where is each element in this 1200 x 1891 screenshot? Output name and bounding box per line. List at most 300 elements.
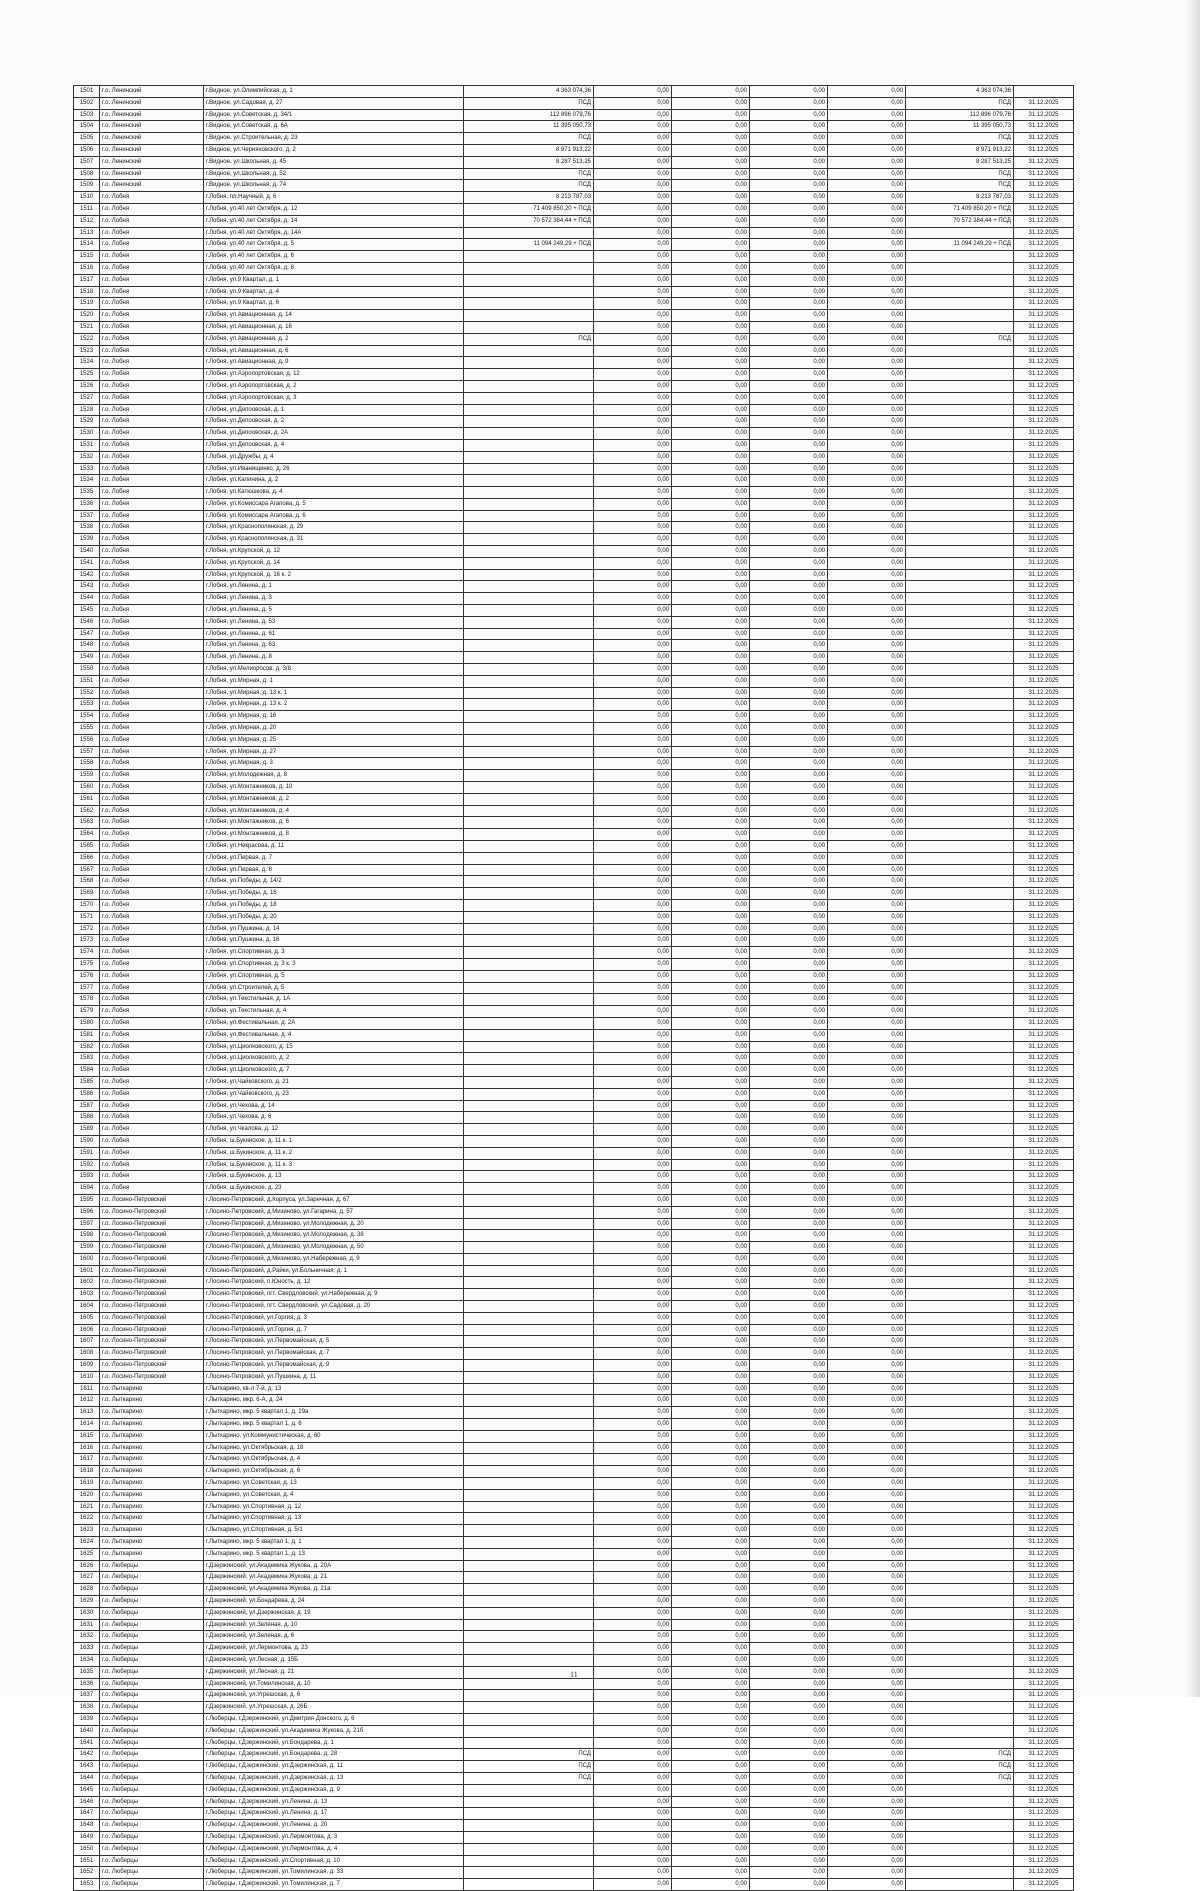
total-cell <box>906 1312 1014 1324</box>
municipality-cell: г.о. Лобня <box>100 723 204 735</box>
municipality-cell: г.о. Лосино-Петровский <box>100 1289 204 1301</box>
page-number: 11 <box>570 1670 578 1679</box>
deadline-cell: 31.12.2025 <box>1014 1607 1074 1619</box>
amount-cell-2: 0,00 <box>594 1489 672 1501</box>
amount-cell-4: 0,00 <box>750 463 828 475</box>
row-number-cell: 1527 <box>74 392 100 404</box>
deadline-cell: 31.12.2025 <box>1014 1029 1074 1041</box>
amount-cell-1: ПСД <box>464 1749 594 1761</box>
table-row <box>74 1088 1074 1100</box>
amount-cell-2: 0,00 <box>594 1643 672 1655</box>
amount-cell-5: 0,00 <box>828 1713 906 1725</box>
table-row <box>74 1713 1074 1725</box>
amount-cell-3: 0,00 <box>672 958 750 970</box>
amount-cell-5: 0,00 <box>828 770 906 782</box>
amount-cell-3: 0,00 <box>672 876 750 888</box>
address-cell: г.Лобня, ул.Депоовская, д. 2А <box>204 428 464 440</box>
municipality-cell: г.о. Лобня <box>100 876 204 888</box>
row-number-cell: 1510 <box>74 192 100 204</box>
amount-cell-1 <box>464 1442 594 1454</box>
amount-cell-2: 0,00 <box>594 310 672 322</box>
total-cell <box>906 1725 1014 1737</box>
amount-cell-3: 0,00 <box>672 144 750 156</box>
amount-cell-3: 0,00 <box>672 1218 750 1230</box>
deadline-cell: 31.12.2025 <box>1014 121 1074 133</box>
total-cell <box>906 298 1014 310</box>
amount-cell-1 <box>464 404 594 416</box>
amount-cell-3: 0,00 <box>672 1041 750 1053</box>
amount-cell-4: 0,00 <box>750 1407 828 1419</box>
amount-cell-3: 0,00 <box>672 982 750 994</box>
amount-cell-1: 8 213 787,03 <box>464 192 594 204</box>
address-cell: г.Дзержинский, ул.Лесная, д. 21 <box>204 1666 464 1678</box>
amount-cell-3: 0,00 <box>672 1006 750 1018</box>
deadline-cell: 31.12.2025 <box>1014 1100 1074 1112</box>
amount-cell-3: 0,00 <box>672 1383 750 1395</box>
amount-cell-2: 0,00 <box>594 522 672 534</box>
table-row <box>74 298 1074 310</box>
municipality-cell: г.о. Лосино-Петровский <box>100 1206 204 1218</box>
amount-cell-3: 0,00 <box>672 1183 750 1195</box>
total-cell: 11 094 249,29 + ПСД <box>906 239 1014 251</box>
municipality-cell: г.о. Лобня <box>100 841 204 853</box>
amount-cell-3: 0,00 <box>672 522 750 534</box>
address-cell: г.Лобня, ул.Первая, д. 7 <box>204 852 464 864</box>
amount-cell-2: 0,00 <box>594 1348 672 1360</box>
table-row <box>74 546 1074 558</box>
amount-cell-5: 0,00 <box>828 675 906 687</box>
amount-cell-4: 0,00 <box>750 1643 828 1655</box>
table-row <box>74 1525 1074 1537</box>
amount-cell-3: 0,00 <box>672 1065 750 1077</box>
address-cell: г.Дзержинский, ул.Академика Жукова, д. 21 <box>204 1572 464 1584</box>
amount-cell-2: 0,00 <box>594 758 672 770</box>
table-row <box>74 1454 1074 1466</box>
municipality-cell: г.о. Лобня <box>100 970 204 982</box>
amount-cell-4: 0,00 <box>750 97 828 109</box>
address-cell: г.Лобня, ул.Комиссара Агапова, д. 5 <box>204 498 464 510</box>
total-cell <box>906 1584 1014 1596</box>
amount-cell-4: 0,00 <box>750 711 828 723</box>
municipality-cell: г.о. Люберцы <box>100 1737 204 1749</box>
municipality-cell: г.о. Люберцы <box>100 1784 204 1796</box>
address-cell: г.Лыткарино, ул.Спортивная, д. 5/1 <box>204 1525 464 1537</box>
amount-cell-2: 0,00 <box>594 569 672 581</box>
total-cell <box>906 699 1014 711</box>
table-row <box>74 97 1074 109</box>
table-row <box>74 1159 1074 1171</box>
amount-cell-2: 0,00 <box>594 628 672 640</box>
amount-cell-2: 0,00 <box>594 97 672 109</box>
address-cell: г.Лосино-Петровский, д.Мизиново, ул.Гагарина, д. 57 <box>204 1206 464 1218</box>
row-number-cell: 1569 <box>74 888 100 900</box>
total-cell <box>906 392 1014 404</box>
table-row <box>74 156 1074 168</box>
total-cell <box>906 1242 1014 1254</box>
amount-cell-4: 0,00 <box>750 416 828 428</box>
row-number-cell: 1517 <box>74 274 100 286</box>
amount-cell-5: 0,00 <box>828 227 906 239</box>
amount-cell-3: 0,00 <box>672 923 750 935</box>
table-row <box>74 168 1074 180</box>
amount-cell-4: 0,00 <box>750 1654 828 1666</box>
address-cell: г.Лобня, ул.Аэропортовская, д. 2 <box>204 380 464 392</box>
table-row <box>74 1643 1074 1655</box>
amount-cell-3: 0,00 <box>672 1336 750 1348</box>
amount-cell-4: 0,00 <box>750 1879 828 1891</box>
table-row <box>74 581 1074 593</box>
address-cell: г.Лобня, ш.Букинское, д. 13 <box>204 1171 464 1183</box>
amount-cell-2: 0,00 <box>594 1242 672 1254</box>
deadline-cell: 31.12.2025 <box>1014 215 1074 227</box>
amount-cell-4: 0,00 <box>750 1631 828 1643</box>
address-cell: г.Лобня, ул.Фестивальная, д. 4 <box>204 1029 464 1041</box>
amount-cell-4: 0,00 <box>750 1796 828 1808</box>
municipality-cell: г.о. Лобня <box>100 321 204 333</box>
total-cell <box>906 746 1014 758</box>
address-cell: г.Дзержинский, ул.Угрешская, д. 6 <box>204 1690 464 1702</box>
amount-cell-4: 0,00 <box>750 1053 828 1065</box>
deadline-cell: 31.12.2025 <box>1014 1820 1074 1832</box>
address-cell: г.Лобня, ул.Мирная, д. 16 <box>204 711 464 723</box>
address-cell: г.Лобня, ул.Авиационная, д. 6 <box>204 345 464 357</box>
municipality-cell: г.о. Лобня <box>100 239 204 251</box>
amount-cell-2: 0,00 <box>594 935 672 947</box>
deadline-cell: 31.12.2025 <box>1014 286 1074 298</box>
total-cell <box>906 1135 1014 1147</box>
amount-cell-1 <box>464 1124 594 1136</box>
amount-cell-4: 0,00 <box>750 557 828 569</box>
municipality-cell: г.о. Лыткарино <box>100 1537 204 1549</box>
row-number-cell: 1585 <box>74 1076 100 1088</box>
row-number-cell: 1578 <box>74 994 100 1006</box>
amount-cell-2: 0,00 <box>594 1713 672 1725</box>
amount-cell-3: 0,00 <box>672 1430 750 1442</box>
amount-cell-1 <box>464 262 594 274</box>
address-cell: г.Лобня, ул.Мирная, д. 3 <box>204 758 464 770</box>
address-cell: г.Лобня, ул.Крупской, д. 12 <box>204 546 464 558</box>
total-cell <box>906 357 1014 369</box>
total-cell <box>906 947 1014 959</box>
municipality-cell: г.о. Лобня <box>100 1100 204 1112</box>
total-cell: ПСД <box>906 97 1014 109</box>
address-cell: г.Люберцы, г.Дзержинский, ул.Академика Жукова, д. 21б <box>204 1725 464 1737</box>
amount-cell-5: 0,00 <box>828 274 906 286</box>
municipality-cell: г.о. Лобня <box>100 439 204 451</box>
amount-cell-5: 0,00 <box>828 333 906 345</box>
amount-cell-3: 0,00 <box>672 439 750 451</box>
municipality-cell: г.о. Лобня <box>100 192 204 204</box>
table-row <box>74 770 1074 782</box>
municipality-cell: г.о. Лосино-Петровский <box>100 1230 204 1242</box>
row-number-cell: 1509 <box>74 180 100 192</box>
amount-cell-2: 0,00 <box>594 1784 672 1796</box>
table-row <box>74 1289 1074 1301</box>
address-cell: г.Лосино-Петровский, ул.Горгия, д. 3 <box>204 1312 464 1324</box>
table-row <box>74 1407 1074 1419</box>
amount-cell-3: 0,00 <box>672 1831 750 1843</box>
row-number-cell: 1605 <box>74 1312 100 1324</box>
amount-cell-1: 8 287 513,25 <box>464 156 594 168</box>
amount-cell-3: 0,00 <box>672 180 750 192</box>
amount-cell-3: 0,00 <box>672 1478 750 1490</box>
amount-cell-1: ПСД <box>464 168 594 180</box>
amount-cell-4: 0,00 <box>750 1548 828 1560</box>
amount-cell-2: 0,00 <box>594 239 672 251</box>
table-row <box>74 109 1074 121</box>
amount-cell-2: 0,00 <box>594 1053 672 1065</box>
amount-cell-1 <box>464 1713 594 1725</box>
amount-cell-2: 0,00 <box>594 1017 672 1029</box>
deadline-cell: 31.12.2025 <box>1014 1419 1074 1431</box>
amount-cell-2: 0,00 <box>594 1548 672 1560</box>
amount-cell-4: 0,00 <box>750 1301 828 1313</box>
amount-cell-4: 0,00 <box>750 982 828 994</box>
total-cell: 4 363 074,36 <box>906 86 1014 98</box>
amount-cell-5: 0,00 <box>828 239 906 251</box>
amount-cell-4: 0,00 <box>750 1206 828 1218</box>
amount-cell-2: 0,00 <box>594 1796 672 1808</box>
total-cell <box>906 1619 1014 1631</box>
amount-cell-4: 0,00 <box>750 628 828 640</box>
amount-cell-2: 0,00 <box>594 1501 672 1513</box>
amount-cell-3: 0,00 <box>672 239 750 251</box>
total-cell <box>906 1147 1014 1159</box>
row-number-cell: 1566 <box>74 852 100 864</box>
amount-cell-5: 0,00 <box>828 1643 906 1655</box>
municipality-cell: г.о. Лобня <box>100 947 204 959</box>
amount-cell-2: 0,00 <box>594 1289 672 1301</box>
amount-cell-5: 0,00 <box>828 546 906 558</box>
address-cell: г.Лосино-Петровский, д.Райки, ул.Больничная, д. 1 <box>204 1265 464 1277</box>
municipality-cell: г.о. Лобня <box>100 923 204 935</box>
amount-cell-3: 0,00 <box>672 463 750 475</box>
table-row <box>74 144 1074 156</box>
deadline-cell: 31.12.2025 <box>1014 1230 1074 1242</box>
amount-cell-1 <box>464 923 594 935</box>
total-cell <box>906 982 1014 994</box>
table-row <box>74 841 1074 853</box>
total-cell <box>906 1124 1014 1136</box>
amount-cell-4: 0,00 <box>750 1678 828 1690</box>
amount-cell-5: 0,00 <box>828 286 906 298</box>
amount-cell-5: 0,00 <box>828 1584 906 1596</box>
deadline-cell: 31.12.2025 <box>1014 758 1074 770</box>
table-row <box>74 793 1074 805</box>
amount-cell-1 <box>464 616 594 628</box>
deadline-cell: 31.12.2025 <box>1014 1466 1074 1478</box>
address-cell: г.Дзержинский, ул.Академика Жукова, д. 21а <box>204 1584 464 1596</box>
table-row <box>74 274 1074 286</box>
total-cell <box>906 1383 1014 1395</box>
amount-cell-4: 0,00 <box>750 1560 828 1572</box>
amount-cell-2: 0,00 <box>594 404 672 416</box>
table-row <box>74 1584 1074 1596</box>
deadline-cell: 31.12.2025 <box>1014 487 1074 499</box>
row-number-cell: 1521 <box>74 321 100 333</box>
amount-cell-2: 0,00 <box>594 1572 672 1584</box>
amount-cell-4: 0,00 <box>750 534 828 546</box>
amount-cell-5: 0,00 <box>828 1124 906 1136</box>
amount-cell-3: 0,00 <box>672 805 750 817</box>
amount-cell-5: 0,00 <box>828 428 906 440</box>
table-row <box>74 1749 1074 1761</box>
deadline-cell: 31.12.2025 <box>1014 192 1074 204</box>
amount-cell-5: 0,00 <box>828 970 906 982</box>
total-cell <box>906 1183 1014 1195</box>
total-cell <box>906 498 1014 510</box>
address-cell: г.Лобня, ул.Первая, д. 8 <box>204 864 464 876</box>
amount-cell-3: 0,00 <box>672 1407 750 1419</box>
row-number-cell: 1616 <box>74 1442 100 1454</box>
amount-cell-3: 0,00 <box>672 404 750 416</box>
amount-cell-3: 0,00 <box>672 1395 750 1407</box>
row-number-cell: 1525 <box>74 369 100 381</box>
amount-cell-3: 0,00 <box>672 168 750 180</box>
amount-cell-4: 0,00 <box>750 758 828 770</box>
municipality-cell: г.о. Лобня <box>100 817 204 829</box>
table-row <box>74 133 1074 145</box>
amount-cell-2: 0,00 <box>594 888 672 900</box>
deadline-cell: 31.12.2025 <box>1014 522 1074 534</box>
amount-cell-2: 0,00 <box>594 1666 672 1678</box>
table-row <box>74 475 1074 487</box>
amount-cell-2: 0,00 <box>594 1171 672 1183</box>
address-cell: г.Лыткарино, ул.Октябрьская, д. 4 <box>204 1454 464 1466</box>
amount-cell-5: 0,00 <box>828 1371 906 1383</box>
amount-cell-2: 0,00 <box>594 192 672 204</box>
amount-cell-1 <box>464 428 594 440</box>
total-cell <box>906 274 1014 286</box>
amount-cell-5: 0,00 <box>828 616 906 628</box>
row-number-cell: 1554 <box>74 711 100 723</box>
amount-cell-5: 0,00 <box>828 156 906 168</box>
amount-cell-3: 0,00 <box>672 274 750 286</box>
municipality-cell: г.о. Лобня <box>100 1147 204 1159</box>
deadline-cell: 31.12.2025 <box>1014 534 1074 546</box>
address-cell: г.Лобня, ул.Авиационная, д. 2 <box>204 333 464 345</box>
amount-cell-5: 0,00 <box>828 1737 906 1749</box>
address-cell: г.Лобня, ул.Мирная, д. 1 <box>204 675 464 687</box>
table-row <box>74 958 1074 970</box>
municipality-cell: г.о. Лобня <box>100 357 204 369</box>
row-number-cell: 1628 <box>74 1584 100 1596</box>
amount-cell-5: 0,00 <box>828 475 906 487</box>
address-cell: г.Лобня, ул.Спортивная, д. 5 <box>204 970 464 982</box>
total-cell <box>906 1501 1014 1513</box>
deadline-cell: 31.12.2025 <box>1014 546 1074 558</box>
municipality-cell: г.о. Люберцы <box>100 1867 204 1879</box>
amount-cell-3: 0,00 <box>672 1631 750 1643</box>
amount-cell-2: 0,00 <box>594 1596 672 1608</box>
deadline-cell: 31.12.2025 <box>1014 1265 1074 1277</box>
total-cell <box>906 557 1014 569</box>
deadline-cell: 31.12.2025 <box>1014 1336 1074 1348</box>
amount-cell-5: 0,00 <box>828 1041 906 1053</box>
row-number-cell: 1514 <box>74 239 100 251</box>
amount-cell-2: 0,00 <box>594 1466 672 1478</box>
amount-cell-1 <box>464 1820 594 1832</box>
amount-cell-3: 0,00 <box>672 498 750 510</box>
municipality-cell: г.о. Люберцы <box>100 1761 204 1773</box>
table-row <box>74 1678 1074 1690</box>
amount-cell-4: 0,00 <box>750 1831 828 1843</box>
amount-cell-3: 0,00 <box>672 1537 750 1549</box>
address-cell: г.Лобня, ул.9 Квартал, д. 4 <box>204 286 464 298</box>
amount-cell-4: 0,00 <box>750 439 828 451</box>
registry-body <box>74 86 1074 1891</box>
row-number-cell: 1545 <box>74 605 100 617</box>
amount-cell-3: 0,00 <box>672 1112 750 1124</box>
amount-cell-5: 0,00 <box>828 451 906 463</box>
amount-cell-3: 0,00 <box>672 1159 750 1171</box>
amount-cell-3: 0,00 <box>672 947 750 959</box>
amount-cell-4: 0,00 <box>750 546 828 558</box>
amount-cell-4: 0,00 <box>750 133 828 145</box>
row-number-cell: 1503 <box>74 109 100 121</box>
address-cell: г.Лобня, ул.Победы, д. 14/2 <box>204 876 464 888</box>
amount-cell-3: 0,00 <box>672 1029 750 1041</box>
municipality-cell: г.о. Лобня <box>100 1112 204 1124</box>
total-cell <box>906 1654 1014 1666</box>
address-cell: г.Люберцы, г.Дзержинский, ул.Бондарева, д. 1 <box>204 1737 464 1749</box>
amount-cell-3: 0,00 <box>672 841 750 853</box>
deadline-cell: 31.12.2025 <box>1014 1761 1074 1773</box>
amount-cell-2: 0,00 <box>594 782 672 794</box>
amount-cell-5: 0,00 <box>828 1183 906 1195</box>
total-cell <box>906 1336 1014 1348</box>
amount-cell-3: 0,00 <box>672 487 750 499</box>
amount-cell-2: 0,00 <box>594 1407 672 1419</box>
row-number-cell: 1537 <box>74 510 100 522</box>
municipality-cell: г.о. Лобня <box>100 534 204 546</box>
municipality-cell: г.о. Лыткарино <box>100 1489 204 1501</box>
table-row <box>74 817 1074 829</box>
municipality-cell: г.о. Лосино-Петровский <box>100 1301 204 1313</box>
address-cell: г.Люберцы, г.Дзержинский, ул.Ленина, д. 20 <box>204 1820 464 1832</box>
amount-cell-2: 0,00 <box>594 1867 672 1879</box>
municipality-cell: г.о. Люберцы <box>100 1690 204 1702</box>
table-row <box>74 1478 1074 1490</box>
municipality-cell: г.о. Лосино-Петровский <box>100 1265 204 1277</box>
deadline-cell: 31.12.2025 <box>1014 1596 1074 1608</box>
total-cell <box>906 546 1014 558</box>
amount-cell-4: 0,00 <box>750 1265 828 1277</box>
address-cell: г.Лобня, ул.Мирная, д. 25 <box>204 734 464 746</box>
address-cell: г.Лобня, ул.Авиационная, д. 16 <box>204 321 464 333</box>
amount-cell-5: 0,00 <box>828 1088 906 1100</box>
amount-cell-5: 0,00 <box>828 439 906 451</box>
amount-cell-5: 0,00 <box>828 522 906 534</box>
municipality-cell: г.о. Люберцы <box>100 1584 204 1596</box>
amount-cell-1 <box>464 487 594 499</box>
amount-cell-4: 0,00 <box>750 451 828 463</box>
amount-cell-2: 0,00 <box>594 581 672 593</box>
amount-cell-3: 0,00 <box>672 1772 750 1784</box>
amount-cell-4: 0,00 <box>750 1065 828 1077</box>
deadline-cell: 31.12.2025 <box>1014 133 1074 145</box>
row-number-cell: 1606 <box>74 1324 100 1336</box>
amount-cell-4: 0,00 <box>750 970 828 982</box>
amount-cell-4: 0,00 <box>750 1596 828 1608</box>
amount-cell-1 <box>464 1029 594 1041</box>
municipality-cell: г.о. Лобня <box>100 369 204 381</box>
row-number-cell: 1576 <box>74 970 100 982</box>
amount-cell-5: 0,00 <box>828 416 906 428</box>
amount-cell-1 <box>464 970 594 982</box>
table-row <box>74 192 1074 204</box>
amount-cell-2: 0,00 <box>594 1371 672 1383</box>
